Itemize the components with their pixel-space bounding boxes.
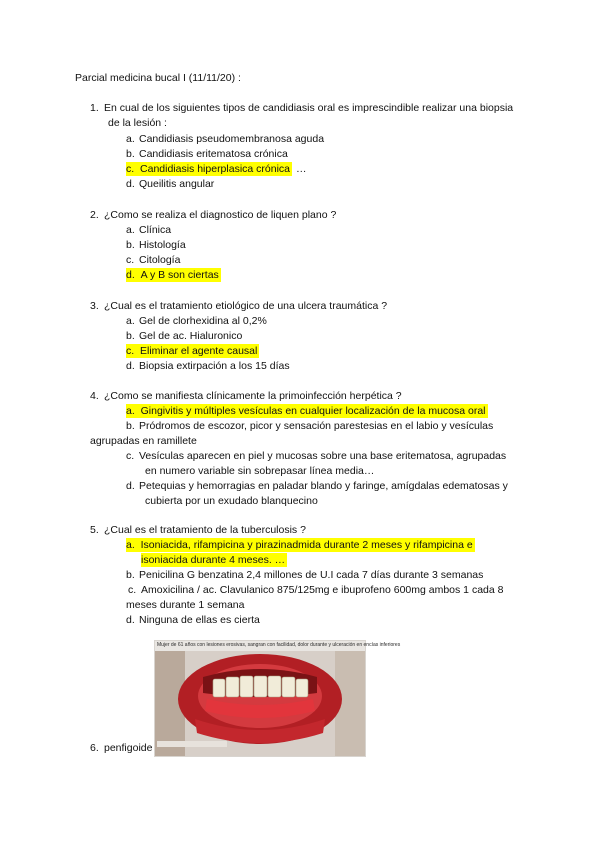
q5-number: 5. — [90, 524, 99, 536]
q3-option-a-letter: a. — [126, 315, 135, 327]
q1-option-d-letter: d. — [126, 178, 135, 190]
q3-option-c: Eliminar el agente causal — [140, 345, 258, 357]
q5-option-b: Penicilina G benzatina 2,4 millones de U.I cada 7 días durante 3 semanas — [139, 569, 484, 581]
q1-ellipsis: … — [296, 163, 307, 175]
q4-option-c-line2: en numero variable sin sobrepasar línea media… — [145, 465, 375, 477]
q2-option-c: Citología — [139, 254, 181, 266]
q1-option-a-letter: a. — [126, 133, 135, 145]
photo-caption: Mujer de 61 años con lesiones erosivas, sangran con facilidad, dolor durante y ulceración en encías inferiores — [157, 642, 401, 648]
q2-option-a: Clínica — [139, 224, 172, 236]
q4-option-b-line2: agrupadas en ramillete — [90, 435, 197, 447]
q1-option-a: Candidiasis pseudomembranosa aguda — [139, 133, 325, 145]
q2-option-d-highlight — [126, 268, 221, 282]
q2-option-a-letter: a. — [126, 224, 135, 236]
q4-option-d-line1: Petequias y hemorragias en paladar blando y faringe, amígdalas edematosas y — [139, 480, 508, 492]
q1-option-c: Candidiasis hiperplasica crónica — [140, 163, 291, 175]
q3-option-c-highlight — [126, 344, 259, 358]
q3-option-d-letter: d. — [126, 360, 135, 372]
q4-option-a: Gingivitis y múltiples vesículas en cualquier localización de la mucosa oral — [140, 405, 486, 417]
q1-option-c-highlight — [126, 162, 292, 176]
q4-option-c-line1: Vesículas aparecen en piel y mucosas sobre una base eritematosa, agrupadas — [139, 450, 507, 462]
q5-option-a-highlight1 — [126, 538, 475, 552]
q2-option-c-letter: c. — [126, 254, 135, 266]
q1-number: 1. — [90, 102, 99, 114]
q5-option-a-letter: a. — [126, 539, 135, 551]
q1-text-line1: En cual de los siguientes tipos de candidiasis oral es imprescindible realizar una biopsia — [104, 102, 514, 114]
q3-text: ¿Cual es el tratamiento etiológico de una ulcera traumática ? — [104, 300, 388, 312]
q4-option-c-letter: c. — [126, 450, 135, 462]
q5-option-a-line2: isoniacida durante 4 meses. … — [141, 554, 286, 566]
q5-option-c-line1: Amoxicilina / ac. Clavulanico 875/125mg e ibuprofeno 600mg ambos 1 cada 8 — [141, 584, 504, 596]
q5-option-b-letter: b. — [126, 569, 135, 581]
q3-option-a: Gel de clorhexidina al 0,2% — [139, 315, 267, 327]
q1-option-b-letter: b. — [126, 148, 135, 160]
q5-option-d-letter: d. — [126, 614, 135, 626]
mouth-image — [155, 641, 401, 756]
q3-option-b-letter: b. — [126, 330, 135, 342]
q5-option-c-line2: meses durante 1 semana — [126, 599, 245, 611]
q4-option-b-letter: b. — [126, 420, 135, 432]
q6-number: 6. — [90, 742, 99, 754]
q5-option-c-letter: c. — [128, 584, 137, 596]
q5-option-a-line1: Isoniacida, rifampicina y pirazinadmida durante 2 meses y rifampicina e — [140, 539, 473, 551]
q2-text: ¿Como se realiza el diagnostico de liquen plano ? — [104, 209, 337, 221]
q4-option-d-line2: cubierta por un exudado blanquecino — [145, 495, 318, 507]
q5-option-d: Ninguna de ellas es cierta — [139, 614, 260, 626]
q2-option-b-letter: b. — [126, 239, 135, 251]
q6-text: penfigoide — [104, 742, 153, 754]
q1-option-b: Candidiasis eritematosa crónica — [139, 148, 288, 160]
q4-number: 4. — [90, 390, 99, 402]
q2-number: 2. — [90, 209, 99, 221]
q1-option-d: Queilitis angular — [139, 178, 215, 190]
q4-option-b-line1: Pródromos de escozor, picor y sensación parestesias en el labio y vesículas — [139, 420, 494, 432]
q2-option-b: Histología — [139, 239, 186, 251]
q3-option-b: Gel de ac. Hialuronico — [139, 330, 243, 342]
q1-text-line2: de la lesión : — [108, 117, 167, 129]
q4-option-a-letter: a. — [126, 405, 135, 417]
q3-option-d: Biopsia extirpación a los 15 días — [139, 360, 290, 372]
q2-option-d: A y B son ciertas — [140, 269, 219, 281]
q4-option-a-highlight — [126, 404, 488, 418]
page-title: Parcial medicina bucal I (11/11/20) : — [75, 72, 241, 84]
q4-option-d-letter: d. — [126, 480, 135, 492]
q4-text: ¿Como se manifiesta clínicamente la primoinfección herpética ? — [104, 390, 402, 402]
q3-option-c-letter: c. — [126, 345, 135, 357]
q1-option-c-letter: c. — [126, 163, 135, 175]
q3-number: 3. — [90, 300, 99, 312]
q5-text: ¿Cual es el tratamiento de la tuberculosis ? — [104, 524, 306, 536]
q2-option-d-letter: d. — [126, 269, 135, 281]
clinical-photo — [154, 640, 401, 757]
